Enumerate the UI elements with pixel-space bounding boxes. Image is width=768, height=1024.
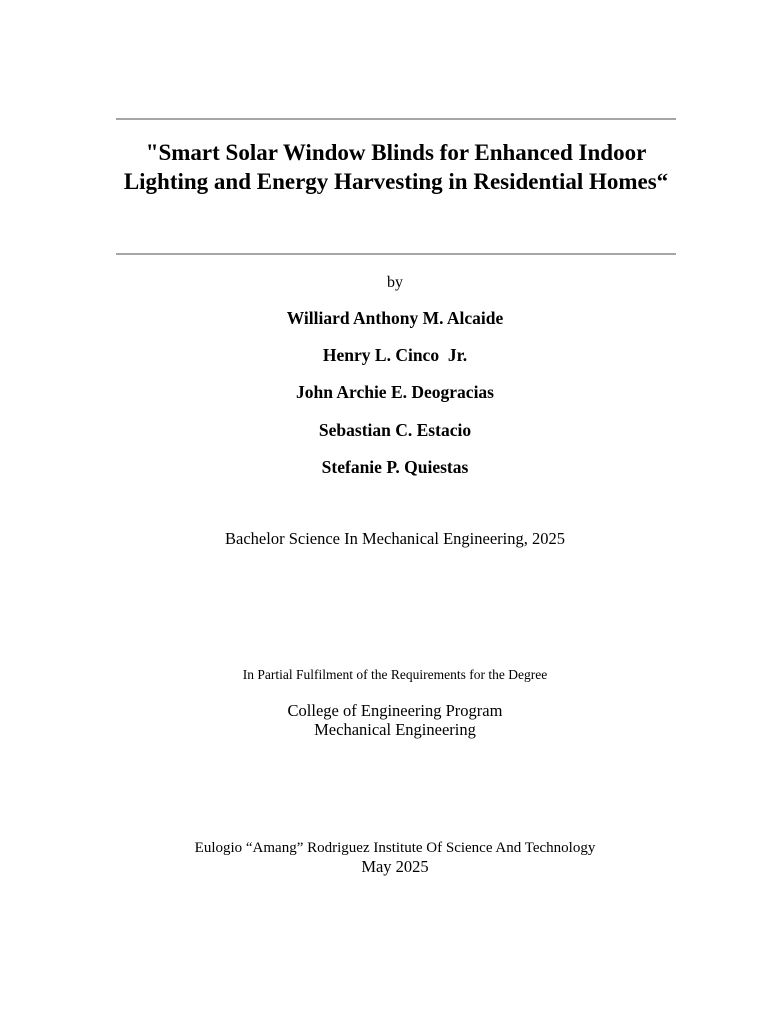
institution-block bbox=[0, 839, 768, 876]
bottom-horizontal-rule bbox=[116, 253, 676, 255]
by-label: by bbox=[387, 274, 403, 291]
author-name: John Archie E. Deogracias bbox=[295, 382, 494, 403]
institution-name: Eulogio “Amang” Rodriguez Institute Of Science And Technology bbox=[194, 840, 596, 856]
submission-date: May 2025 bbox=[361, 857, 429, 876]
author-name: Williard Anthony M. Alcaide bbox=[286, 308, 504, 328]
author-list bbox=[0, 308, 768, 494]
fulfilment-statement: In Partial Fulfilment of the Requirements for the Degree bbox=[242, 667, 548, 682]
college-block bbox=[0, 701, 768, 739]
degree-program-line: Bachelor Science In Mechanical Engineering, 2025 bbox=[225, 529, 565, 548]
department-name: Mechanical Engineering bbox=[314, 720, 476, 739]
author-name: Stefanie P. Quiestas bbox=[321, 456, 469, 477]
thesis-title: "Smart Solar Window Blinds for Enhanced Indoor Lighting and Energy Harvesting in Residential Homes“ bbox=[123, 140, 669, 194]
author-name: Henry L. Cinco Jr. bbox=[322, 345, 468, 366]
top-horizontal-rule bbox=[116, 118, 676, 120]
college-name: College of Engineering Program bbox=[287, 701, 503, 720]
author-name: Sebastian C. Estacio bbox=[318, 419, 472, 440]
